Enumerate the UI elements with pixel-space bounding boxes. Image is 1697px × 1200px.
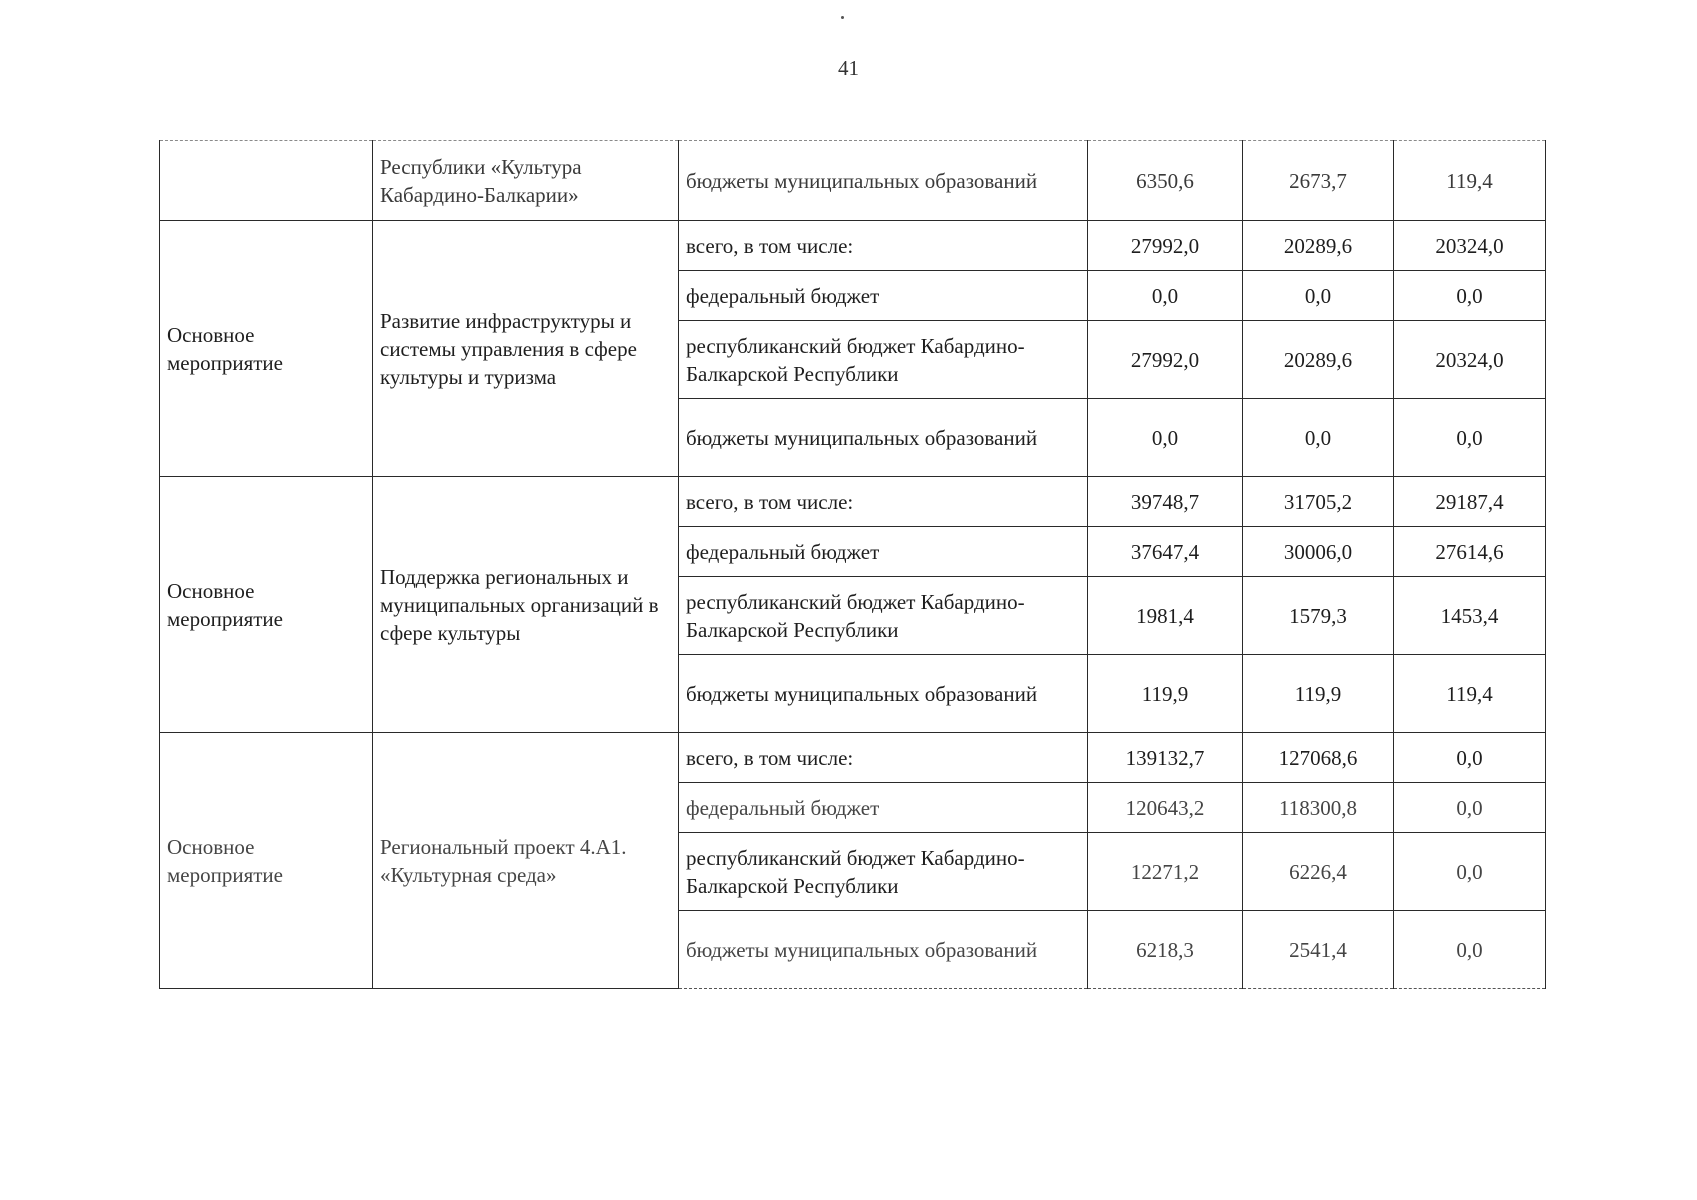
category-cell: Основное мероприятие [160, 733, 373, 989]
value-cell-col3: 0,0 [1394, 733, 1546, 783]
value-cell-col2: 1579,3 [1243, 577, 1394, 655]
value-cell-col2: 118300,8 [1243, 783, 1394, 833]
funding-source-cell: республиканский бюджет Кабардино-Балкарской Республики [679, 577, 1088, 655]
measure-name-cell: Региональный проект 4.А1. «Культурная среда» [373, 733, 679, 989]
funding-source-cell: республиканский бюджет Кабардино-Балкарской Республики [679, 833, 1088, 911]
value-cell-col3: 29187,4 [1394, 477, 1546, 527]
funding-source-cell: бюджеты муниципальных образований [679, 655, 1088, 733]
value-cell-col1: 37647,4 [1088, 527, 1243, 577]
category-cell: Основное мероприятие [160, 221, 373, 477]
value-cell-col2: 0,0 [1243, 399, 1394, 477]
value-cell-col2: 20289,6 [1243, 321, 1394, 399]
value-cell-col3: 119,4 [1394, 655, 1546, 733]
funding-source-cell: республиканский бюджет Кабардино-Балкарской Республики [679, 321, 1088, 399]
value-cell-col2: 2541,4 [1243, 911, 1394, 989]
scan-speck [841, 16, 844, 19]
table-row [160, 141, 1546, 221]
budget-table [159, 140, 1546, 989]
value-cell-col1: 27992,0 [1088, 221, 1243, 271]
value-cell-col3: 0,0 [1394, 271, 1546, 321]
value-cell-col1: 39748,7 [1088, 477, 1243, 527]
measure-name-cell: Поддержка региональных и муниципальных организаций в сфере культуры [373, 477, 679, 733]
table-row [160, 733, 1546, 783]
value-cell-col3: 27614,6 [1394, 527, 1546, 577]
value-cell-col3: 0,0 [1394, 399, 1546, 477]
value-cell-col3: 0,0 [1394, 911, 1546, 989]
funding-source-cell: федеральный бюджет [679, 527, 1088, 577]
value-cell-col1: 139132,7 [1088, 733, 1243, 783]
funding-source-cell: бюджеты муниципальных образований [679, 141, 1088, 221]
table-row [160, 221, 1546, 271]
value-cell-col1: 6350,6 [1088, 141, 1243, 221]
value-cell-col2: 119,9 [1243, 655, 1394, 733]
value-cell-col2: 2673,7 [1243, 141, 1394, 221]
value-cell-col1: 27992,0 [1088, 321, 1243, 399]
funding-source-cell: федеральный бюджет [679, 271, 1088, 321]
value-cell-col1: 6218,3 [1088, 911, 1243, 989]
funding-source-cell: всего, в том числе: [679, 477, 1088, 527]
value-cell-col2: 30006,0 [1243, 527, 1394, 577]
value-cell-col3: 119,4 [1394, 141, 1546, 221]
category-cell: Основное мероприятие [160, 477, 373, 733]
value-cell-col1: 0,0 [1088, 399, 1243, 477]
page-number: 41 [838, 56, 859, 80]
measure-name-cell: Республики «Культура Кабардино-Балкарии» [373, 141, 679, 221]
value-cell-col1: 0,0 [1088, 271, 1243, 321]
value-cell-col2: 6226,4 [1243, 833, 1394, 911]
funding-source-cell: федеральный бюджет [679, 783, 1088, 833]
measure-name-cell: Развитие инфраструктуры и системы управления в сфере культуры и туризма [373, 221, 679, 477]
value-cell-col3: 20324,0 [1394, 221, 1546, 271]
value-cell-col1: 119,9 [1088, 655, 1243, 733]
value-cell-col3: 20324,0 [1394, 321, 1546, 399]
value-cell-col3: 0,0 [1394, 833, 1546, 911]
funding-source-cell: бюджеты муниципальных образований [679, 399, 1088, 477]
value-cell-col2: 20289,6 [1243, 221, 1394, 271]
funding-source-cell: всего, в том числе: [679, 733, 1088, 783]
table-row [160, 477, 1546, 527]
value-cell-col3: 1453,4 [1394, 577, 1546, 655]
value-cell-col2: 127068,6 [1243, 733, 1394, 783]
value-cell-col3: 0,0 [1394, 783, 1546, 833]
value-cell-col1: 12271,2 [1088, 833, 1243, 911]
category-cell [160, 141, 373, 221]
funding-source-cell: бюджеты муниципальных образований [679, 911, 1088, 989]
funding-source-cell: всего, в том числе: [679, 221, 1088, 271]
value-cell-col1: 1981,4 [1088, 577, 1243, 655]
value-cell-col1: 120643,2 [1088, 783, 1243, 833]
value-cell-col2: 31705,2 [1243, 477, 1394, 527]
value-cell-col2: 0,0 [1243, 271, 1394, 321]
